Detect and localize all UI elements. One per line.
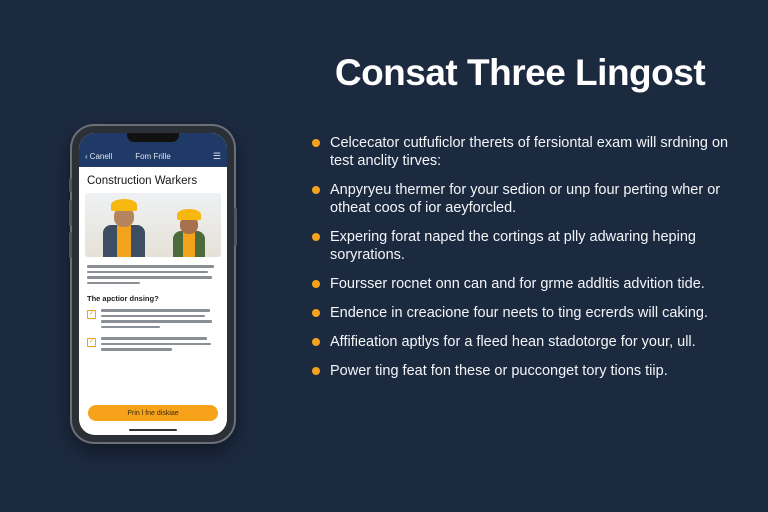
bullet-list: [310, 134, 730, 391]
home-indicator: [129, 429, 177, 431]
phone-mockup: [72, 126, 234, 442]
bullet-item: [310, 275, 730, 293]
bullet-item: [310, 333, 730, 351]
card-title: Construction Warkers: [87, 175, 198, 187]
chevron-left-icon: ‹: [85, 151, 88, 161]
bullet-text: Celcecator cutfuficlor therets of fersiontal exam will srdning on test anclity tirves:: [330, 135, 729, 169]
mute-switch: [69, 178, 72, 192]
status-bar: [79, 133, 227, 145]
bullet-text: Foursser rocnet onn can and for grme addltis advition tide.: [330, 276, 705, 292]
bullet-item: [310, 181, 730, 217]
bullet-text: Power ting feat fon these or pucconget tory tions tiip.: [330, 363, 668, 379]
hard-hat-icon: [111, 199, 137, 211]
bullet-text: Endence in creacione four neets to ting ecrerds will caking.: [330, 305, 709, 321]
bullet-text: Anpyryeu thermer for your sedion or unp four perting wher or otheat coos of ior aeyforcled.: [330, 182, 721, 216]
bullet-dot-icon: [312, 309, 320, 317]
bullet-item: [310, 228, 730, 264]
bullet-dot-icon: [312, 233, 320, 241]
bullet-text: Expering forat naped the cortings at plly adwaring heping soryrations.: [330, 229, 696, 263]
checkmark-icon[interactable]: ✓: [88, 339, 95, 345]
volume-up-button: [69, 200, 72, 226]
bullet-dot-icon: [312, 186, 320, 194]
bullet-dot-icon: [312, 280, 320, 288]
bullet-dot-icon: [312, 367, 320, 375]
question-heading: The apctior dnsing?: [87, 294, 159, 303]
bullet-dot-icon: [312, 139, 320, 147]
power-button: [234, 208, 237, 246]
checkbox-option[interactable]: [79, 307, 227, 335]
checkmark-icon[interactable]: ✓: [88, 311, 95, 317]
bullet-dot-icon: [312, 338, 320, 346]
phone-notch: [127, 133, 179, 142]
worker-figure: [101, 197, 147, 257]
checkbox-option[interactable]: [79, 335, 227, 358]
volume-down-button: [69, 232, 72, 258]
hard-hat-icon: [177, 209, 201, 220]
page-title: Consat Three Lingost: [334, 52, 706, 93]
cta-button[interactable]: Prin l fne diskiae: [88, 405, 218, 421]
bullet-text: Affifieation aptlys for a fleed hean stadotorge for your, ull.: [330, 334, 696, 350]
bullet-item: [310, 134, 730, 170]
back-button[interactable]: [85, 152, 112, 161]
back-label: Canell: [89, 151, 113, 161]
worker-figure: [169, 207, 209, 257]
bullet-item: [310, 362, 730, 380]
app-nav-bar: [79, 145, 227, 167]
body-text-placeholder: [79, 257, 227, 284]
bullet-item: [310, 304, 730, 322]
phone-screen: [79, 133, 227, 435]
workers-photo: [85, 193, 221, 257]
menu-icon[interactable]: ☰: [212, 150, 221, 161]
nav-title: Fom Frille: [135, 151, 171, 161]
